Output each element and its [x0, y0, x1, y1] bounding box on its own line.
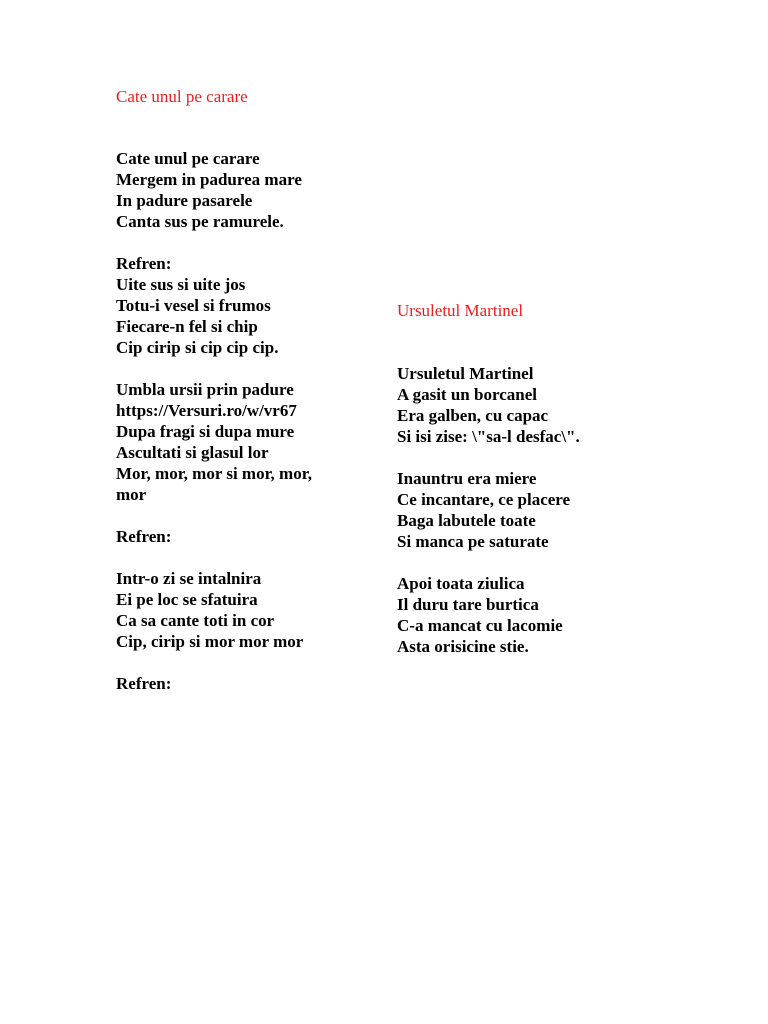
lyric-line: Ca sa cante toti in cor	[116, 611, 275, 630]
stanza	[116, 526, 386, 547]
song-title: Ursuletul Martinel	[397, 301, 524, 320]
lyric-line: Si isi zise: \"sa-l desfac\".	[397, 427, 580, 446]
lyric-line: Asta orisicine stie.	[397, 637, 529, 656]
stanza	[397, 363, 697, 447]
lyric-line: Uite sus si uite jos	[116, 275, 246, 294]
stanza	[116, 673, 386, 694]
refrain-label: Refren:	[116, 527, 172, 546]
stanza	[116, 148, 386, 232]
stanza	[116, 253, 386, 358]
lyric-line: Ei pe loc se sfatuira	[116, 590, 258, 609]
lyric-line: Si manca pe saturate	[397, 532, 549, 551]
lyric-line: Ascultati si glasul lor	[116, 443, 269, 462]
lyric-line: Cip cirip si cip cip cip.	[116, 338, 279, 357]
refrain-label: Refren:	[116, 254, 172, 273]
lyric-line: Totu-i vesel si frumos	[116, 296, 271, 315]
song-title: Cate unul pe carare	[116, 87, 248, 106]
lyric-line: Canta sus pe ramurele.	[116, 212, 284, 231]
lyric-line: Mergem in padurea mare	[116, 170, 302, 189]
lyric-line: Umbla ursii prin padure	[116, 380, 294, 399]
lyric-line: In padure pasarele	[116, 191, 253, 210]
lyric-line: A gasit un borcanel	[397, 385, 537, 404]
source-url: https://Versuri.ro/w/vr67	[116, 401, 297, 420]
lyric-line: Mor, mor, mor si mor, mor,	[116, 464, 312, 483]
stanza	[397, 573, 697, 657]
lyric-line: Il duru tare burtica	[397, 595, 539, 614]
lyric-line: Baga labutele toate	[397, 511, 536, 530]
stanza	[116, 568, 386, 652]
lyric-line: Cip, cirip si mor mor mor	[116, 632, 304, 651]
lyric-line: Dupa fragi si dupa mure	[116, 422, 295, 441]
lyric-line: Inauntru era miere	[397, 469, 537, 488]
refrain-label: Refren:	[116, 674, 172, 693]
lyric-line: Intr-o zi se intalnira	[116, 569, 262, 588]
lyric-line: Cate unul pe carare	[116, 149, 260, 168]
lyric-line: Fiecare-n fel si chip	[116, 317, 258, 336]
stanza	[116, 379, 386, 505]
stanza	[397, 468, 697, 552]
lyric-line: C-a mancat cu lacomie	[397, 616, 563, 635]
lyric-line: Ursuletul Martinel	[397, 364, 534, 383]
lyric-line: mor	[116, 485, 147, 504]
lyric-line: Apoi toata ziulica	[397, 574, 525, 593]
song-ursuletul-martinel	[397, 300, 697, 678]
lyric-line: Ce incantare, ce placere	[397, 490, 571, 509]
song-cate-unul-pe-carare	[116, 86, 386, 715]
lyric-line: Era galben, cu capac	[397, 406, 549, 425]
